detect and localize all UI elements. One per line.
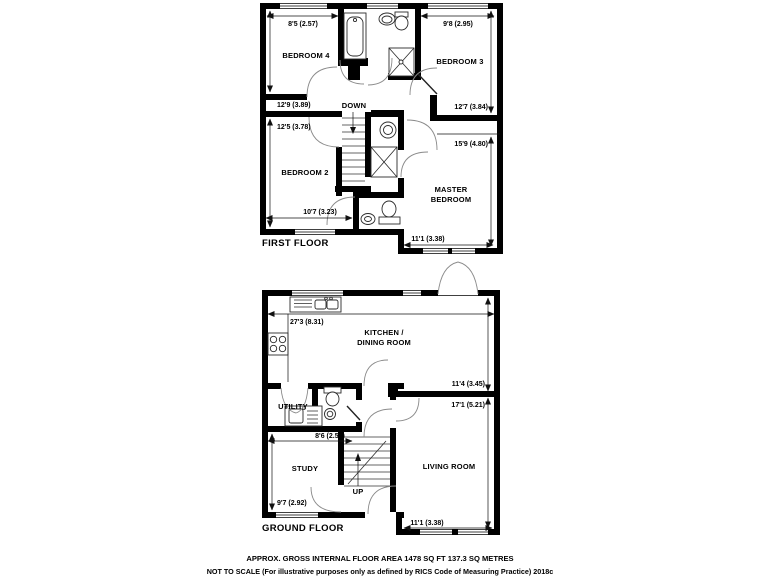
bedroom3-label: BEDROOM 3 <box>436 57 484 66</box>
bedroom2-depth-dim: 12'5 (3.78) <box>277 124 311 131</box>
living-room-label: LIVING ROOM <box>422 462 476 471</box>
utility-label: UTILITY <box>278 402 308 411</box>
ensuite-basin-icon <box>380 122 396 138</box>
stairs-up-label: UP <box>352 487 364 496</box>
kitchen-sink-icon <box>290 297 341 312</box>
kitchen-label-line1: KITCHEN / <box>364 328 404 337</box>
bedroom2-width-dim: 10'7 (3.23) <box>303 209 337 216</box>
kitchen-label-line2: DINING ROOM <box>357 338 411 347</box>
ensuite-basin2-icon <box>361 214 375 225</box>
stairs-up <box>344 437 390 486</box>
stairs-down-label: DOWN <box>341 101 367 110</box>
bathtub-icon <box>344 13 366 59</box>
stairs-down <box>342 112 365 181</box>
first-floor-title: FIRST FLOOR <box>262 238 329 249</box>
kitchen-width-dim: 27'3 (8.31) <box>290 319 324 326</box>
study-width-dim: 8'6 (2.59) <box>315 433 345 440</box>
bedroom4-width-dim: 8'5 (2.57) <box>288 21 318 28</box>
bathroom-shower-icon <box>389 48 414 76</box>
wc-toilet-icon <box>324 387 341 406</box>
ground-floor-title: GROUND FLOOR <box>262 523 344 534</box>
bedroom2-label: BEDROOM 2 <box>281 168 329 177</box>
master-bedroom-label-line1: MASTER <box>434 185 468 194</box>
master-width-dim: 11'1 (3.38) <box>411 236 445 243</box>
bathroom-sink-icon <box>379 13 395 25</box>
hob-icon <box>268 314 288 382</box>
ensuite-shower-icon <box>371 147 397 177</box>
first-floor-door-arcs <box>307 58 437 225</box>
study-label: STUDY <box>291 464 319 473</box>
master-depth-dim: 15'9 (4.80) <box>454 141 488 148</box>
living-depth-dim: 17'1 (5.21) <box>451 402 485 409</box>
bedroom3-depth-dim: 12'7 (3.84) <box>454 104 488 111</box>
living-width-dim: 11'1 (3.38) <box>410 520 444 527</box>
footer-disclaimer-text: NOT TO SCALE (For illustrative purposes only as defined by RICS Code of Measuring Practice) 2018c <box>206 567 554 576</box>
wc-basin-icon <box>325 409 336 420</box>
footer-area-text: APPROX. GROSS INTERNAL FLOOR AREA 1478 SQ FT 137.3 SQ METRES <box>246 554 514 563</box>
ensuite-toilet-icon <box>379 201 400 224</box>
bedroom4-depth-dim: 12'9 (3.89) <box>277 102 311 109</box>
master-bedroom-label-line2: BEDROOM <box>430 195 472 204</box>
study-depth-dim: 9'7 (2.92) <box>277 500 307 507</box>
kitchen-depth-dim: 11'4 (3.45) <box>451 381 485 388</box>
bathroom-toilet-icon <box>395 12 408 30</box>
bedroom4-label: BEDROOM 4 <box>282 51 330 60</box>
bedroom3-width-dim: 9'8 (2.95) <box>443 21 473 28</box>
